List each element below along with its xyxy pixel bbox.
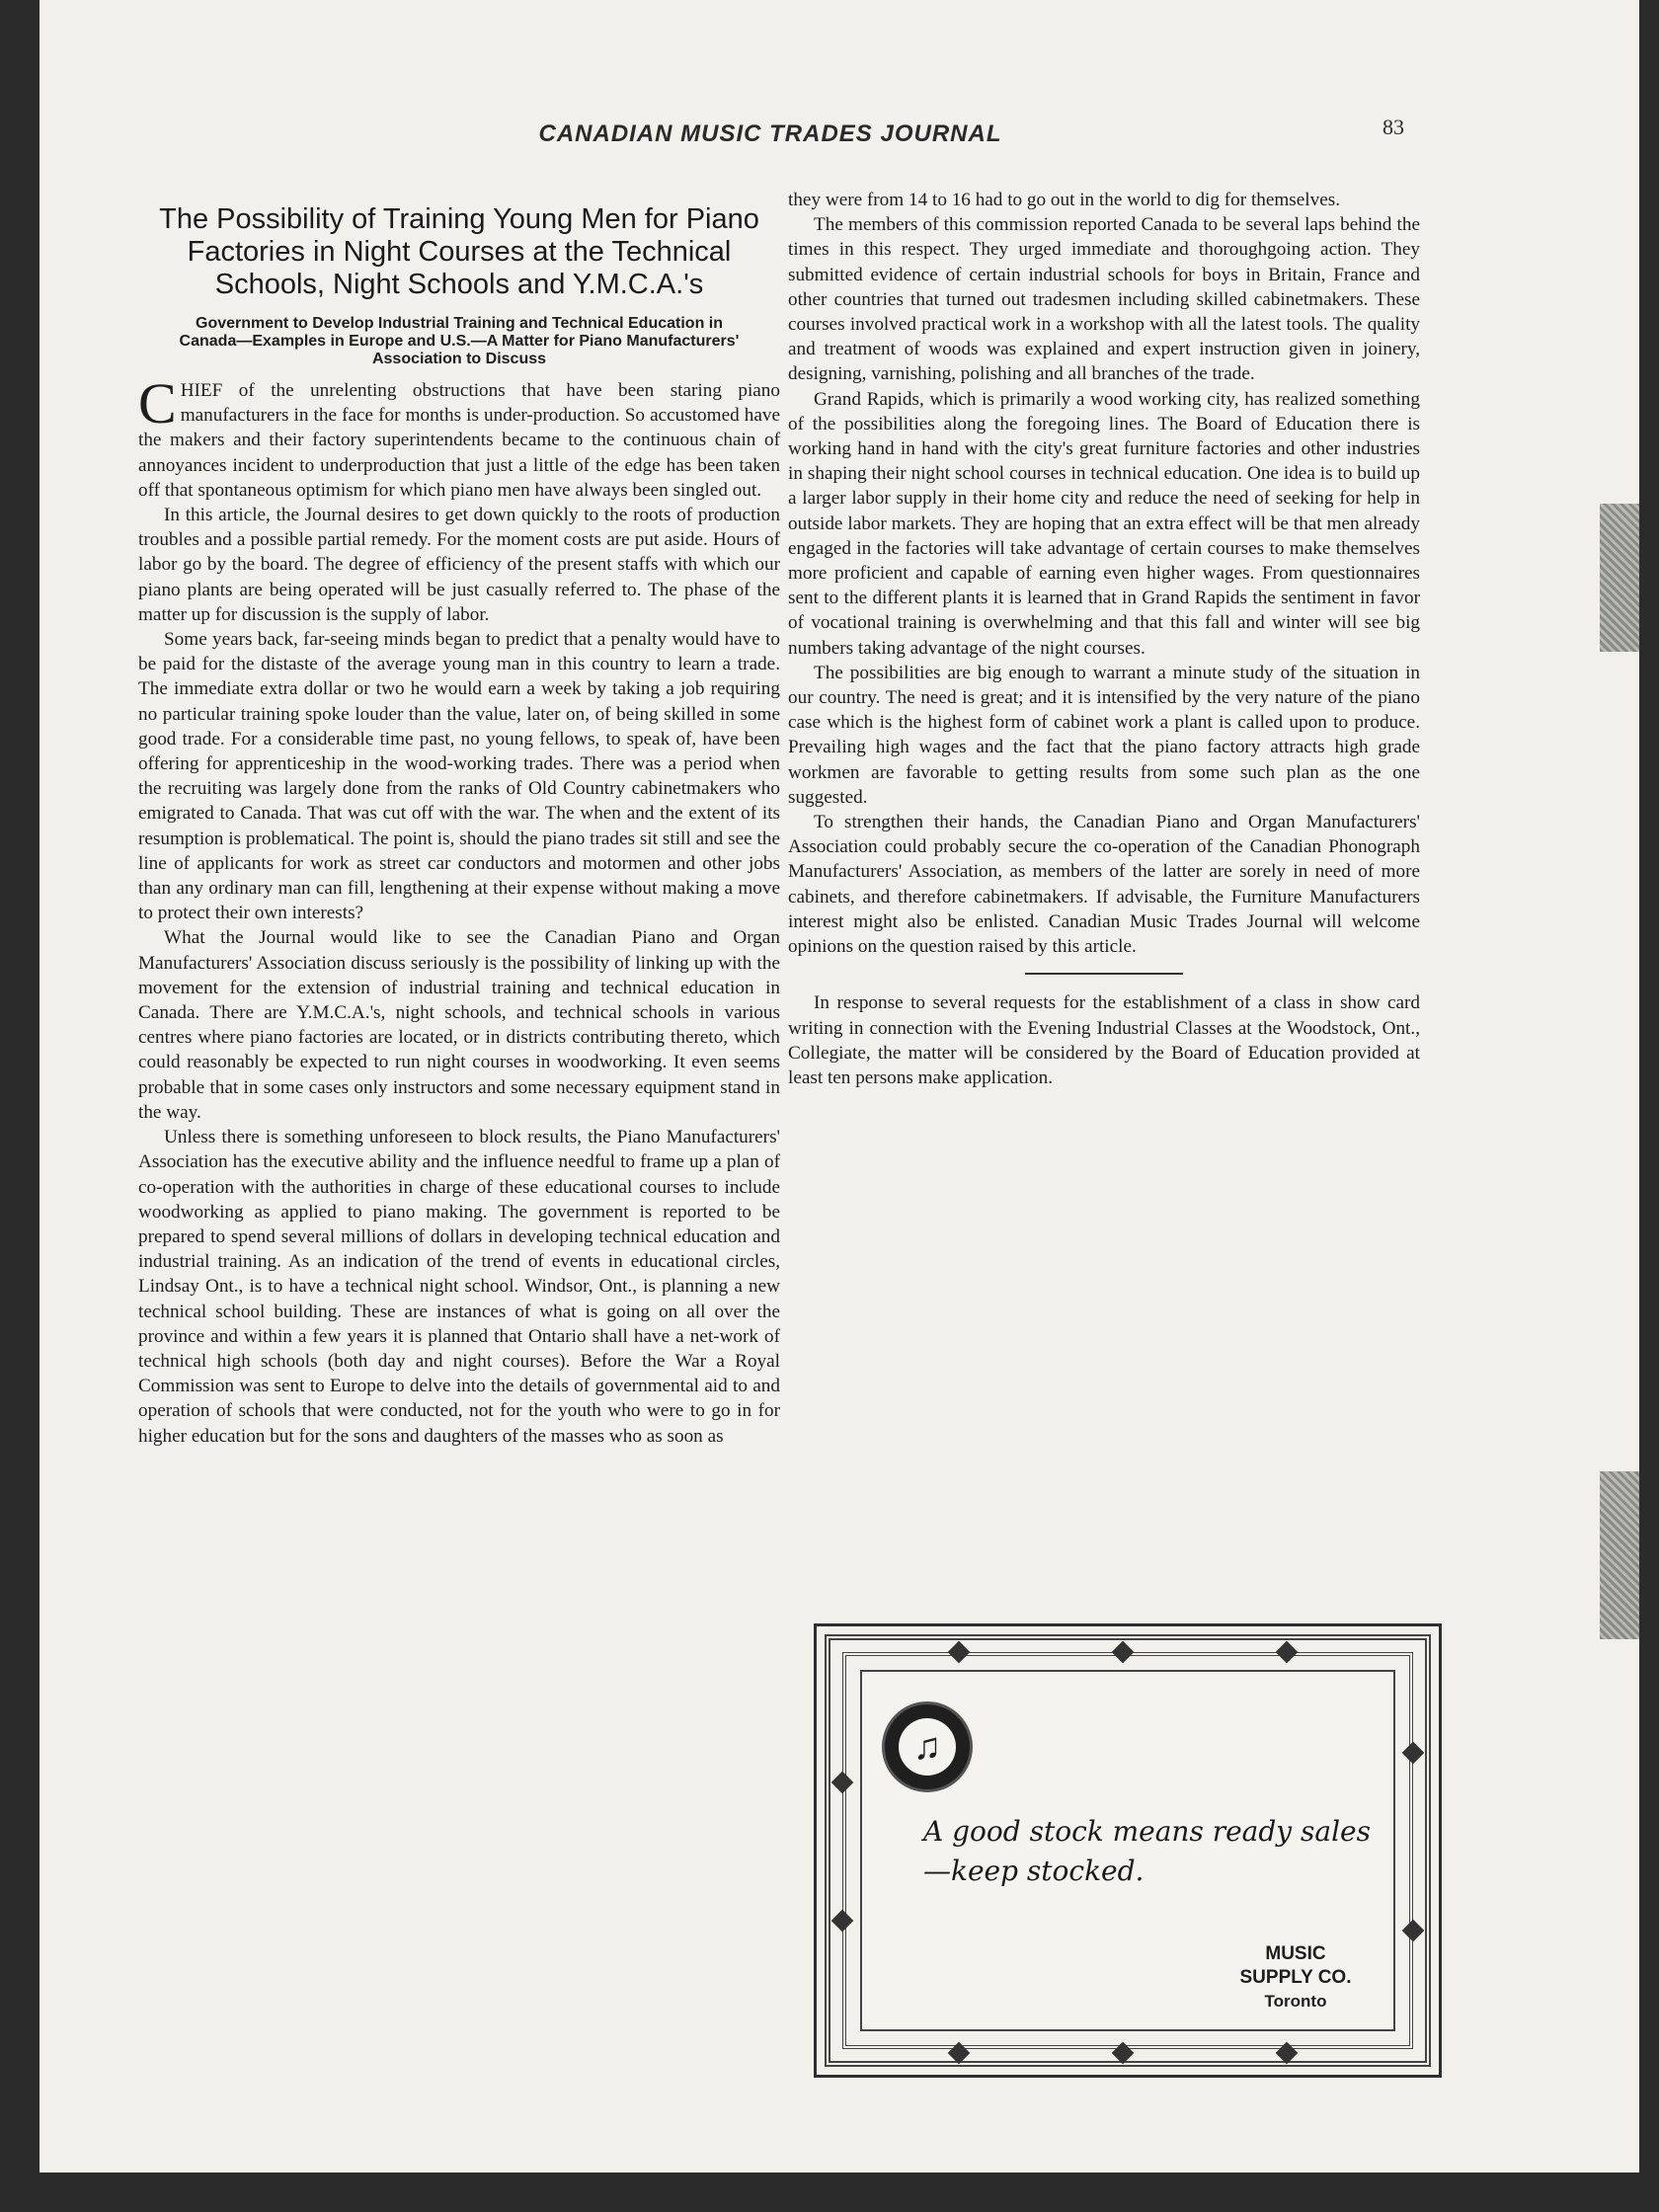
scan-artifact-tab (1600, 504, 1639, 652)
article-paragraph: Grand Rapids, which is primarily a wood working city, has realized something of the possibilities along the foregoing lines. The Board of Education there is working hand in hand with the city's great furniture factories and other industries in shaping their night school courses in technical education. One idea is to build up a larger labor supply in their home city and reduce the need of seeking for help in outside labor markets. They are hoping that an extra effect will be that men already engaged in the factories will take advantage of certain courses to make themselves more proficient and capable of earning even higher wages. From questionnaires sent to the different plants it is learned that in Grand Rapids the sentiment in favor of vocational training is overwhelming and that this fall and winter will see big numbers taking advantage of the night courses. (788, 388, 1420, 659)
scan-artifact-tab (1600, 1471, 1639, 1639)
music-note-icon: ♫ (899, 1718, 956, 1776)
article-paragraph (138, 371, 780, 503)
left-column (138, 203, 780, 1449)
page-number: 83 (1382, 115, 1404, 139)
article-deck: Government to Develop Industrial Training and Technical Education in Canada—Examples in Europe and U.S.—A Matter for Piano Manufacturers' Association to Discuss (179, 315, 740, 367)
paragraph-text: HIEF of the unrelenting obstructions that have been staring piano manufacturers in the face for months is under-production. So accustomed have the makers and their factory superintendents became to the continuous chain of annoyances incident to underproduction that just a little of the edge has been taken off that spontaneous optimism for which piano men have always been singled out. (138, 380, 780, 501)
journal-page (40, 0, 1639, 2172)
music-supply-advertisement (814, 1623, 1442, 2078)
news-brief: In response to several requests for the establishment of a class in show card writing in connection with the Evening Industrial Classes at the Woodstock, Ont., Collegiate, the matter will be considered by the Board of Education provided at least ten persons make application. (788, 992, 1420, 1088)
company-line: MUSIC (1265, 1943, 1326, 1964)
article-paragraph: Unless there is something unforeseen to block results, the Piano Manufacturers' Association has the executive ability and the influence needful to frame up a plan of co-operation with the authorities in charge of these educational courses to include woodworking as applied to piano making. The government is reported to be prepared to spend several millions of dollars in developing technical education and industrial training. As an indication of the trend of events in educational circles, Lindsay Ont., is to have a technical night school. Windsor, Ont., is planning a new technical school building. These are instances of what is going on all over the province and within a few years it is planned that Ontario shall have a net-work of technical high schools (both day and night courses). Before the War a Royal Commission was sent to Europe to delve into the details of governmental aid to and operation of schools that were conducted, not for the youth who were to go in for higher education but for the sons and daughters of the masses who as soon as (138, 1127, 780, 1447)
ad-company-name (1202, 1942, 1389, 2014)
columbia-grafonola-logo (882, 1701, 973, 1792)
article-paragraph: In this article, the Journal desires to get down quickly to the roots of production troubles and a possible partial remedy. For the moment costs are put aside. Hours of labor go by the board. The degree of efficiency of the present staffs with which our piano plants are being operated will be just casually referred to. The phase of the matter up for discussion is the supply of labor. (138, 505, 780, 625)
right-column (788, 188, 1420, 1090)
running-head: CANADIAN MUSIC TRADES JOURNAL (538, 120, 1002, 147)
ad-slogan-line: A good stock means ready sales (923, 1815, 1371, 1848)
section-divider (1025, 973, 1183, 975)
drop-cap: C (138, 371, 177, 435)
article-paragraph: Some years back, far-seeing minds began to predict that a penalty would have to be paid for the distaste of the average young man in this country to learn a trade. The immediate extra dollar or two he would earn a week by taking a job requiring no particular training spoke louder than the value, later on, of being skilled in some good trade. For a considerable time past, no young fellows, to speak of, have been offering for apprenticeship in the wood-working trades. There was a period when the recruiting was largely done from the ranks of Old Country cabinetmakers who emigrated to Canada. That was cut off with the war. The when and the extent of its resumption is problematical. The point is, should the piano trades sit still and see the line of applicants for work as street car conductors and motormen and other jobs than any ordinary man can fill, lengthening at their expense without making a move to protect their own interests? (138, 629, 780, 924)
ad-slogan (923, 1812, 1378, 1891)
ad-slogan-line: —keep stocked. (923, 1855, 1145, 1887)
company-line: SUPPLY CO. (1239, 1967, 1352, 1988)
article-headline: The Possibility of Training Young Men for Piano Factories in Night Courses at the Technical Schools, Night Schools and Y.M.C.A.'s (159, 203, 759, 300)
article-paragraph: What the Journal would like to see the Canadian Piano and Organ Manufacturers' Association discuss seriously is the possibility of linking up with the movement for the extension of industrial training and technical education in Canada. There are Y.M.C.A.'s, night schools, and technical schools in various centres where piano factories are located, or in districts contributing thereto, which could reasonably be expected to run night courses in woodworking. It even seems probable that in some cases only instructors and some necessary equipment stand in the way. (138, 927, 780, 1123)
article-paragraph-continued: they were from 14 to 16 had to go out in the world to dig for themselves. (788, 190, 1340, 210)
company-city: Toronto (1264, 1992, 1327, 2011)
article-paragraph: To strengthen their hands, the Canadian Piano and Organ Manufacturers' Association could probably secure the co-operation of the Canadian Phonograph Manufacturers' Association, as members of the latter are sorely in need of more cabinets, and therefore cabinetmakers. If advisable, the Furniture Manufacturers interest might also be enlisted. Canadian Music Trades Journal will welcome opinions on the question raised by this article. (788, 812, 1420, 958)
article-paragraph: The possibilities are big enough to warrant a minute study of the situation in our country. The need is great; and it is intensified by the very nature of the piano case which is the highest form of cabinet work a plant is called upon to produce. Prevailing high wages and the fact that the piano factory attracts high grade workmen are favorable to getting results from some such plan as the one suggested. (788, 662, 1420, 808)
article-paragraph: The members of this commission reported Canada to be several laps behind the times in this respect. They urged immediate and thoroughgoing action. They submitted evidence of certain industrial schools for boys in Britain, France and other countries that turned out tradesmen including skilled cabinetmakers. These courses involved practical work in a workshop with all the latest tools. The quality and treatment of woods was explained and expert instruction given in joinery, designing, varnishing, polishing and all branches of the trade. (788, 214, 1420, 385)
